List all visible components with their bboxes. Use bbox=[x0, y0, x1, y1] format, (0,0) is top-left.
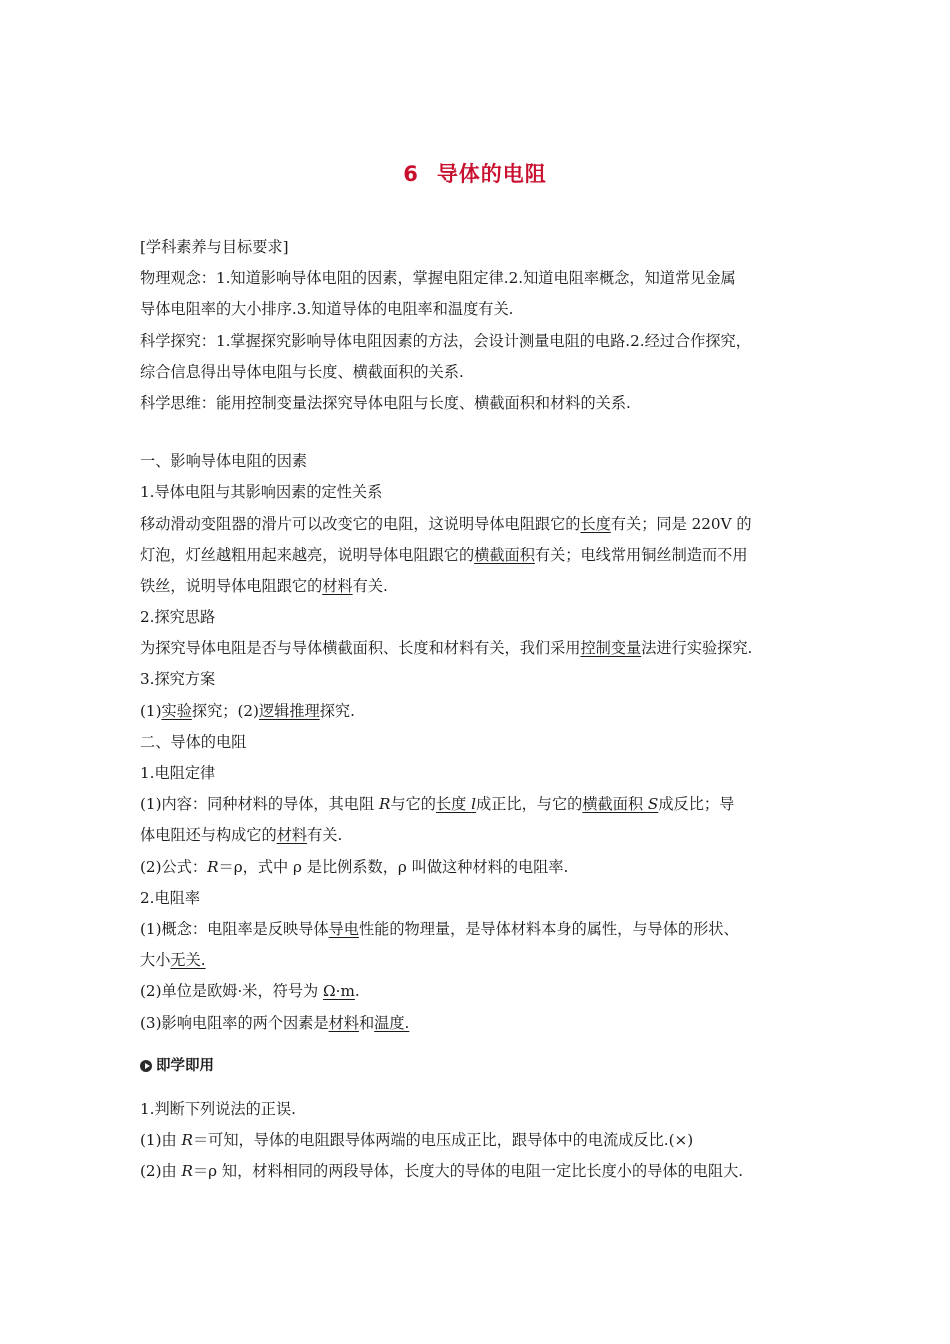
question-item: (2)由 R＝ρ 知，材料相同的两段导体，长度大的导体的电阻一定比长度小的导体的电阻大. bbox=[140, 1162, 744, 1181]
goals-line: 物理观念：1.知道影响导体电阻的因素，掌握电阻定律.2.知道电阻率概念，知道常见金属 bbox=[140, 269, 736, 288]
section-heading: 二、导体的电阻 bbox=[140, 732, 247, 751]
blank-answer: 实验 bbox=[161, 701, 192, 720]
goals-line: 导体电阻率的大小排序.3.知道导体的电阻率和温度有关. bbox=[140, 300, 514, 319]
blank-answer: 无关. bbox=[170, 951, 206, 970]
paragraph-line: 体电阻还与构成它的材料有关. bbox=[140, 826, 343, 845]
title-text: 导体的电阻 bbox=[436, 162, 547, 186]
blank-answer: 长度 l bbox=[435, 795, 477, 814]
spacer bbox=[140, 419, 815, 446]
blank-answer: 控制变量 bbox=[580, 639, 642, 658]
goals-line: 科学探究：1.掌握探究影响导体电阻因素的方法，会设计测量电阻的电路.2.经过合作探究， bbox=[140, 331, 751, 350]
blank-answer: 材料 bbox=[276, 826, 308, 845]
paragraph-line: (3)影响电阻率的两个因素是材料和温度. bbox=[140, 1013, 410, 1032]
section-number: 6 bbox=[403, 162, 419, 186]
subheading: 1.导体电阻与其影响因素的定性关系 bbox=[140, 483, 383, 502]
spacer bbox=[140, 1082, 815, 1094]
subheading: 2.探究思路 bbox=[140, 608, 216, 627]
blank-answer: 长度 bbox=[580, 514, 611, 533]
page-title bbox=[0, 158, 950, 188]
blank-answer: 导电 bbox=[328, 919, 359, 938]
formula-line: (2)公式：R＝ρ，式中 ρ 是比例系数，ρ 叫做这种材料的电阻率. bbox=[140, 857, 569, 876]
paragraph-line: 移动滑动变阻器的滑片可以改变它的电阻，这说明导体电阻跟它的长度有关；同是 220V 的 bbox=[140, 514, 752, 533]
goals-line: 综合信息得出导体电阻与长度、横截面积的关系. bbox=[140, 362, 464, 381]
blank-answer: Ω·m bbox=[323, 982, 355, 1001]
subheading: 2.电阻率 bbox=[140, 888, 201, 907]
goals-header: [学科素养与目标要求] bbox=[140, 238, 289, 256]
document-body bbox=[140, 232, 815, 1187]
blank-answer: 横截面积 bbox=[474, 545, 535, 564]
paragraph-line: 为探究导体电阻是否与导体横截面积、长度和材料有关，我们采用控制变量法进行实验探究. bbox=[140, 639, 753, 658]
subheading: 1.电阻定律 bbox=[140, 764, 216, 782]
question: 1.判断下列说法的正误. bbox=[140, 1099, 297, 1118]
paragraph-line: 大小无关. bbox=[140, 951, 206, 970]
subheading: 3.探究方案 bbox=[140, 670, 216, 689]
question-item: (1)由 R＝可知，导体的电阻跟导体两端的电压成正比，跟导体中的电流成反比.(×) bbox=[140, 1131, 694, 1150]
play-icon bbox=[140, 1060, 152, 1072]
spacer bbox=[140, 1039, 815, 1051]
paragraph-line: (2)单位是欧姆·米，符号为 Ω·m. bbox=[140, 982, 360, 1001]
paragraph-line: (1)概念：电阻率是反映导体导电性能的物理量，是导体材料本身的属性，与导体的形状、 bbox=[140, 919, 739, 938]
paragraph-line: (1)实验探究；(2)逻辑推理探究. bbox=[140, 701, 355, 720]
goals-line: 科学思维：能用控制变量法探究导体电阻与长度、横截面积和材料的关系. bbox=[140, 393, 631, 412]
paragraph-line: (1)内容：同种材料的导体，其电阻 R与它的长度 l成正比，与它的横截面积 S成反比；导 bbox=[140, 795, 735, 814]
blank-answer: 逻辑推理 bbox=[258, 701, 320, 720]
paragraph-line: 铁丝，说明导体电阻跟它的材料有关. bbox=[140, 576, 388, 595]
section-heading: 一、影响导体电阻的因素 bbox=[140, 452, 308, 471]
blank-answer: 横截面积 S bbox=[582, 795, 659, 814]
blank-answer: 温度. bbox=[374, 1013, 410, 1032]
practice-heading: 即学即用 bbox=[140, 1051, 815, 1082]
blank-answer: 材料 bbox=[328, 1013, 359, 1032]
paragraph-line: 灯泡，灯丝越粗用起来越亮，说明导体电阻跟它的横截面积有关；电线常用铜丝制造而不用 bbox=[140, 545, 748, 564]
blank-answer: 材料 bbox=[322, 576, 353, 595]
